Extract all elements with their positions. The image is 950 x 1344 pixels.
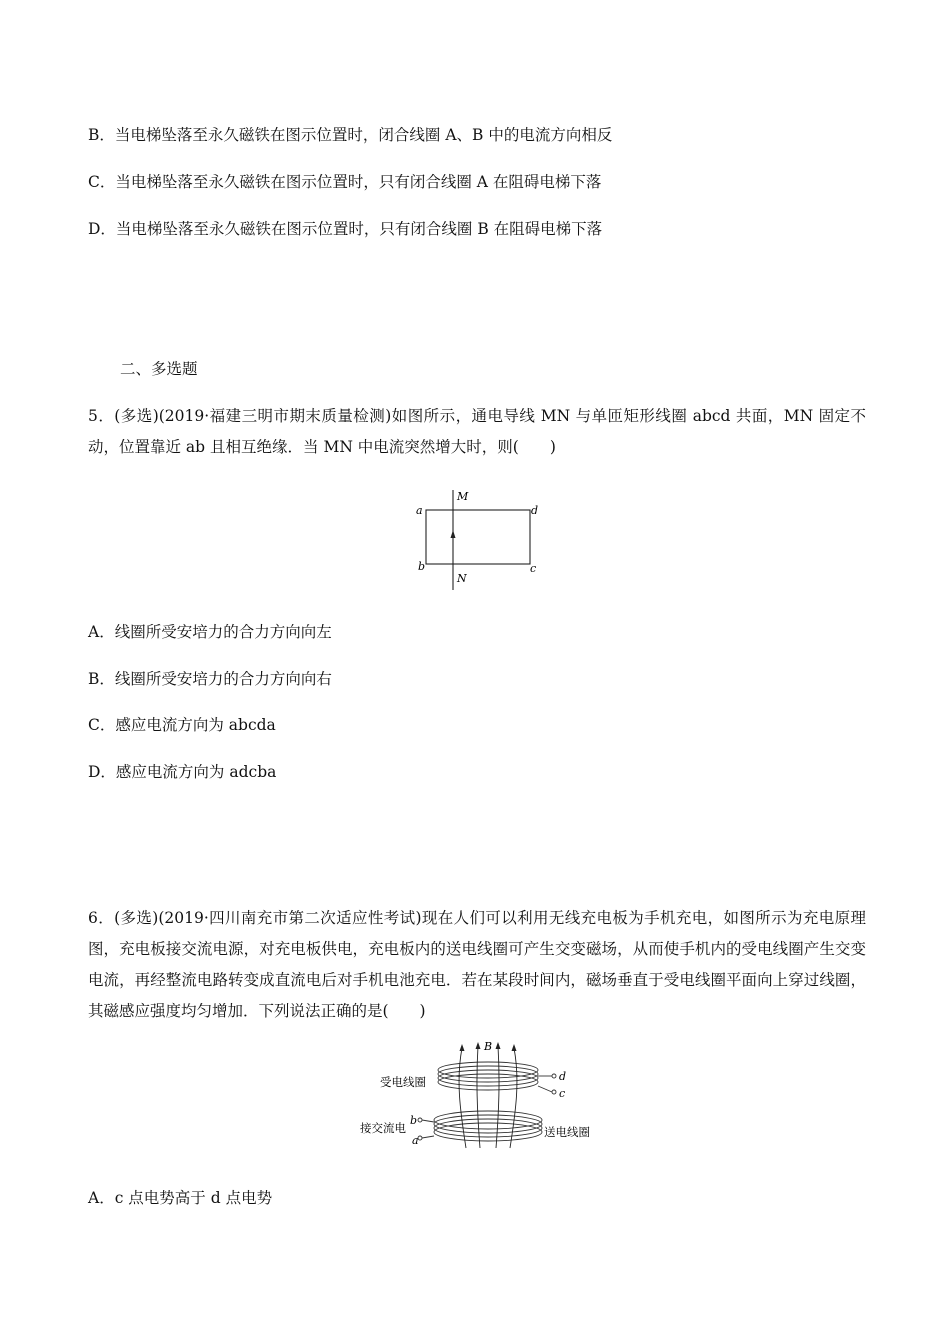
- q4-option-b: B．当电梯坠落至永久磁铁在图示位置时，闭合线圈 A、B 中的电流方向相反: [88, 126, 613, 144]
- sender-terminals: [418, 1118, 434, 1140]
- label-sender-coil: 送电线圈: [544, 1125, 590, 1139]
- coil-abcd: [426, 510, 530, 564]
- current-arrow-icon: [451, 530, 456, 538]
- label-d2: d: [559, 1070, 567, 1083]
- receiver-terminals: [538, 1074, 556, 1094]
- label-receiver-coil: 受电线圈: [380, 1075, 426, 1089]
- q5-option-b: B．线圈所受安培力的合力方向向右: [88, 670, 332, 688]
- q5-option-c: C．感应电流方向为 abcda: [88, 716, 276, 734]
- q6-option-a: A．c 点电势高于 d 点电势: [88, 1189, 273, 1207]
- receiver-coil: [438, 1062, 538, 1090]
- label-c2: c: [559, 1087, 566, 1100]
- q4-option-c: C．当电梯坠落至永久磁铁在图示位置时，只有闭合线圈 A 在阻碍电梯下落: [88, 173, 602, 191]
- q6-stem: 6．(多选)(2019·四川南充市第二次适应性考试)现在人们可以利用无线充电板为手机充电，如图所示为充电原理图，充电板接交流电源，对充电板供电，充电板内的送电线圈可产生交变磁场，从而使手机内的受电线圈产生交变电流，再经整流电路转变成直流电后对手机电池充电．若在某段时间内，磁场垂直于受电线圈平面向上穿过线圈，其磁感应强度均匀增加．下列说法正确的是( ): [88, 909, 866, 1020]
- q5-option-d: D．感应电流方向为 adcba: [88, 763, 277, 781]
- label-b: b: [418, 560, 426, 573]
- label-a: a: [416, 504, 423, 517]
- q5-stem: 5．(多选)(2019·福建三明市期末质量检测)如图所示，通电导线 MN 与单匝矩形线圈 abcd 共面，MN 固定不动，位置靠近 ab 且相互绝缘．当 MN 中电流突然增大时，则( ): [88, 407, 866, 456]
- label-b2: b: [410, 1114, 418, 1127]
- q4-option-d: D．当电梯坠落至永久磁铁在图示位置时，只有闭合线圈 B 在阻碍电梯下落: [88, 220, 603, 238]
- section-title: 二、多选题: [120, 360, 198, 378]
- label-a2: a: [412, 1134, 419, 1147]
- label-c: c: [530, 562, 537, 575]
- q6-figure: [356, 1040, 606, 1152]
- q5-option-a: A．线圈所受安培力的合力方向向左: [88, 623, 332, 641]
- label-d: d: [531, 504, 539, 517]
- sender-coil: [434, 1111, 542, 1141]
- q5-figure: [408, 484, 548, 594]
- label-n: N: [457, 572, 467, 585]
- label-m: M: [457, 490, 469, 503]
- label-field-b: B: [484, 1040, 493, 1053]
- label-ac-source: 接交流电: [360, 1121, 406, 1135]
